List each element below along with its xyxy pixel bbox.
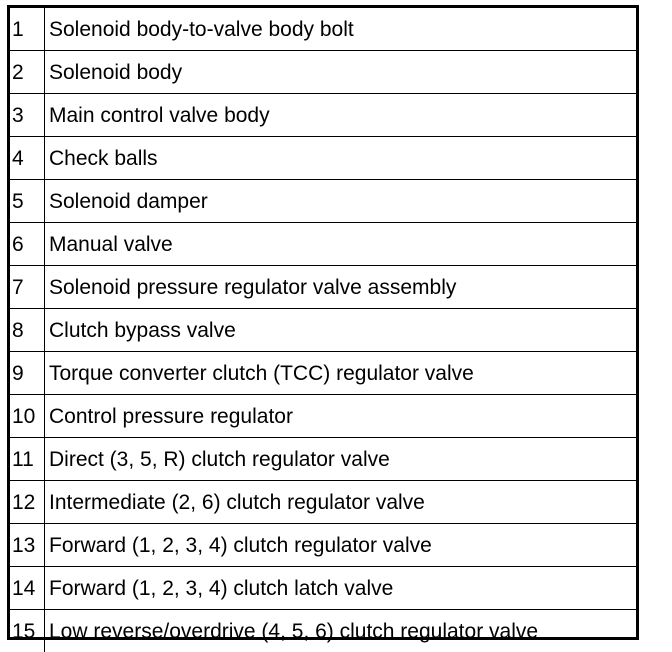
legend-table-container [7, 5, 639, 640]
item-number: 10 [10, 395, 45, 438]
legend-table-body [10, 8, 636, 652]
legend-table [10, 8, 636, 652]
item-description: Check balls [45, 137, 637, 180]
table-row [10, 223, 636, 266]
item-number: 4 [10, 137, 45, 180]
item-description: Forward (1, 2, 3, 4) clutch regulator valve [45, 524, 637, 567]
item-description: Solenoid body-to-valve body bolt [45, 8, 637, 51]
table-row [10, 137, 636, 180]
table-row [10, 51, 636, 94]
table-row [10, 567, 636, 610]
table-row [10, 524, 636, 567]
item-number: 3 [10, 94, 45, 137]
item-number: 12 [10, 481, 45, 524]
item-description: Main control valve body [45, 94, 637, 137]
table-row [10, 352, 636, 395]
table-row [10, 266, 636, 309]
item-number: 14 [10, 567, 45, 610]
item-description: Direct (3, 5, R) clutch regulator valve [45, 438, 637, 481]
table-row [10, 610, 636, 652]
table-row [10, 481, 636, 524]
item-description: Control pressure regulator [45, 395, 637, 438]
item-number: 9 [10, 352, 45, 395]
item-description: Solenoid pressure regulator valve assembly [45, 266, 637, 309]
item-number: 11 [10, 438, 45, 481]
item-description: Forward (1, 2, 3, 4) clutch latch valve [45, 567, 637, 610]
item-number: 2 [10, 51, 45, 94]
item-description: Torque converter clutch (TCC) regulator valve [45, 352, 637, 395]
table-row [10, 309, 636, 352]
item-description: Solenoid body [45, 51, 637, 94]
item-number: 15 [10, 610, 45, 652]
item-description: Manual valve [45, 223, 637, 266]
table-row [10, 438, 636, 481]
table-row [10, 395, 636, 438]
item-description: Solenoid damper [45, 180, 637, 223]
item-number: 1 [10, 8, 45, 51]
table-row [10, 94, 636, 137]
item-number: 13 [10, 524, 45, 567]
item-number: 5 [10, 180, 45, 223]
item-description: Intermediate (2, 6) clutch regulator valve [45, 481, 637, 524]
table-row [10, 180, 636, 223]
item-number: 7 [10, 266, 45, 309]
item-description: Low reverse/overdrive (4, 5, 6) clutch regulator valve [45, 610, 637, 652]
table-row [10, 8, 636, 51]
item-description: Clutch bypass valve [45, 309, 637, 352]
item-number: 6 [10, 223, 45, 266]
item-number: 8 [10, 309, 45, 352]
